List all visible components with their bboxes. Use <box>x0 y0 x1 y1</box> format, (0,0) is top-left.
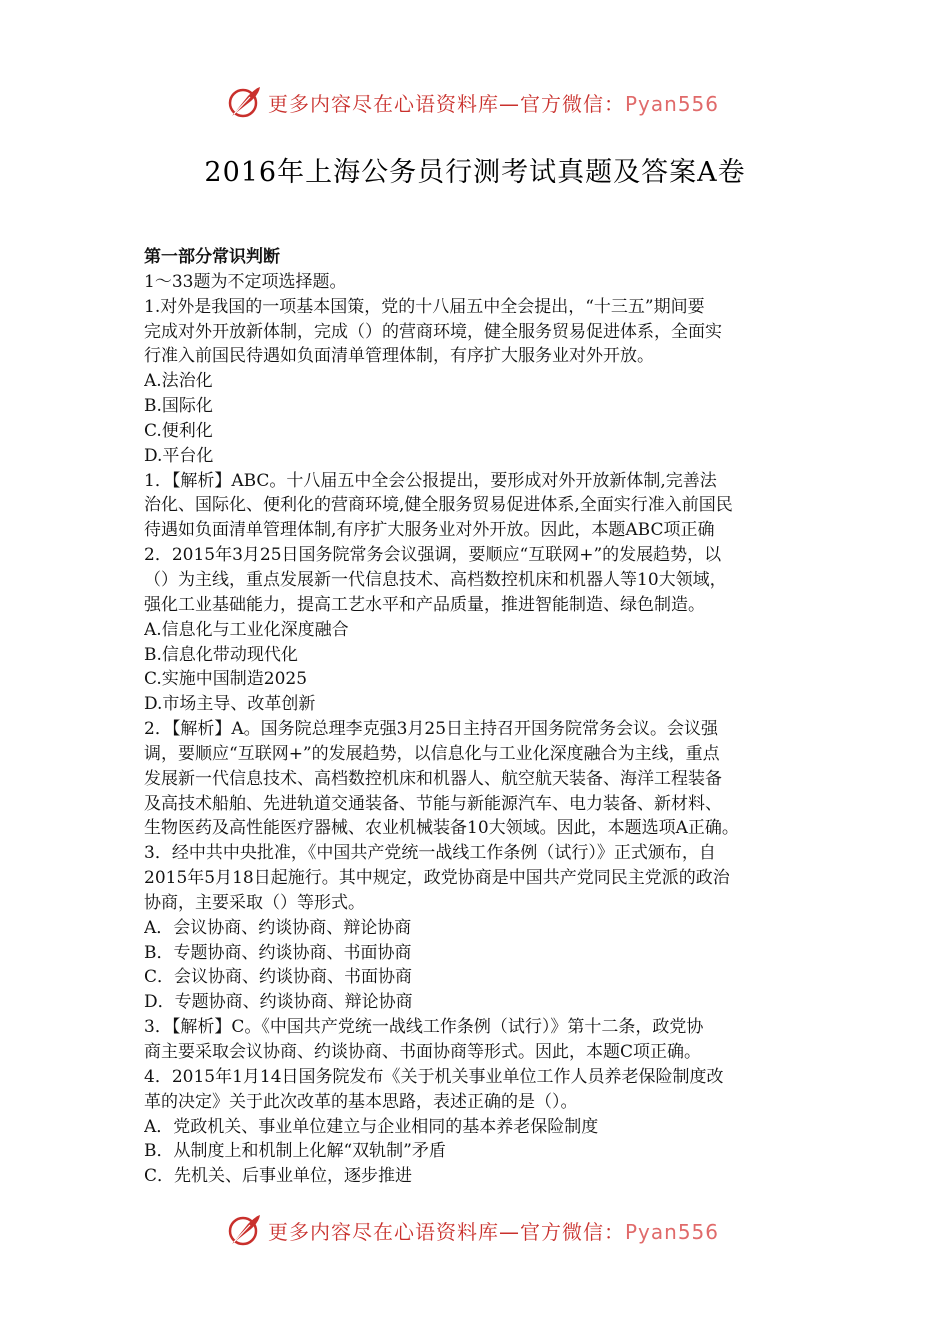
text-line: B．从制度上和机制上化解“双轨制”矛盾 <box>144 1141 446 1162</box>
document-body <box>144 245 824 1189</box>
header-banner <box>226 82 746 122</box>
text-line: C．会议协商、约谈协商、书面协商 <box>144 967 413 988</box>
text-line: 3．【解析】C。《中国共产党统一战线工作条例（试行）》第十二条，政党协 <box>144 1017 704 1038</box>
text-line: C．先机关、后事业单位，逐步推进 <box>144 1166 413 1187</box>
text-line: 行准入前国民待遇如负面清单管理体制，有序扩大服务业对外开放。 <box>144 346 654 367</box>
text-line: 生物医药及高性能医疗器械、农业机械装备10大领域。因此，本题选项A正确。 <box>144 818 739 839</box>
text-line: B．专题协商、约谈协商、书面协商 <box>144 942 412 963</box>
text-line: 1～33题为不定项选择题。 <box>144 271 347 292</box>
text-line: A.法治化 <box>144 371 213 392</box>
text-line: 2．2015年3月25日国务院常务会议强调，要顺应“互联网+”的发展趋势，以 <box>144 545 722 566</box>
text-line: 协商，主要采取（）等形式。 <box>144 892 365 913</box>
text-line: 及高技术船舶、先进轨道交通装备、节能与新能源汽车、电力装备、新材料、 <box>144 793 722 814</box>
text-line: 完成对外开放新体制，完成（）的营商环境，健全服务贸易促进体系，全面实 <box>144 321 722 342</box>
banner-text: 更多内容尽在心语资料库—官方微信：Pyan556 <box>268 91 720 116</box>
wechat-id: Pyan556 <box>625 1219 720 1244</box>
text-line: 1．【解析】ABC。十八届五中全会公报提出，要形成对外开放新体制,完善法 <box>144 470 717 491</box>
text-line: 待遇如负面清单管理体制,有序扩大服务业对外开放。因此，本题ABC项正确 <box>144 520 715 541</box>
text-line: D.平台化 <box>144 445 214 466</box>
text-line: C.便利化 <box>144 420 213 441</box>
text-line: A．会议协商、约谈协商、辩论协商 <box>144 917 412 938</box>
text-line: D.市场主导、改革创新 <box>144 694 316 715</box>
text-line: A．党政机关、事业单位建立与企业相同的基本养老保险制度 <box>144 1116 599 1137</box>
text-line: B.国际化 <box>144 396 213 417</box>
text-line: 革的决定》关于此次改革的基本思路，表述正确的是（）。 <box>144 1091 578 1112</box>
text-line: 1.对外是我国的一项基本国策，党的十八届五中全会提出，“十三五”期间要 <box>144 296 705 317</box>
text-line: （）为主线，重点发展新一代信息技术、高档数控机床和机器人等10大领域， <box>144 569 727 590</box>
text-line: 强化工业基础能力，提高工艺水平和产品质量，推进智能制造、绿色制造。 <box>144 594 705 615</box>
text-line: C.实施中国制造2025 <box>144 669 308 690</box>
text-line: D．专题协商、约谈协商、辩论协商 <box>144 992 413 1013</box>
banner-text: 更多内容尽在心语资料库—官方微信：Pyan556 <box>268 1219 720 1244</box>
section-heading: 第一部分常识判断 <box>144 247 280 267</box>
text-line: A.信息化与工业化深度融合 <box>144 619 349 640</box>
text-line: 发展新一代信息技术、高档数控机床和机器人、航空航天装备、海洋工程装备 <box>144 768 722 789</box>
text-line: 2．【解析】A。国务院总理李克强3月25日主持召开国务院常务会议。会议强 <box>144 719 719 740</box>
text-line: 治化、国际化、便利化的营商环境,健全服务贸易促进体系,全面实行准入前国民 <box>144 495 733 516</box>
quill-logo-icon <box>226 84 262 120</box>
wechat-id: Pyan556 <box>625 91 720 116</box>
text-line: B.信息化带动现代化 <box>144 644 298 665</box>
footer-banner <box>226 1210 746 1250</box>
page-title: 2016年上海公务员行测考试真题及答案A卷 <box>204 157 746 188</box>
quill-logo-icon <box>226 1212 262 1248</box>
text-line: 3．经中共中央批准，《中国共产党统一战线工作条例（试行）》正式颁布，自 <box>144 843 716 864</box>
text-line: 4．2015年1月14日国务院发布《关于机关事业单位工作人员养老保险制度改 <box>144 1066 724 1087</box>
text-line: 2015年5月18日起施行。其中规定，政党协商是中国共产党同民主党派的政治 <box>144 868 730 889</box>
text-line: 商主要采取会议协商、约谈协商、书面协商等形式。因此，本题C项正确。 <box>144 1042 702 1062</box>
text-line: 调，要顺应“互联网+”的发展趋势，以信息化与工业化深度融合为主线，重点 <box>144 743 720 764</box>
